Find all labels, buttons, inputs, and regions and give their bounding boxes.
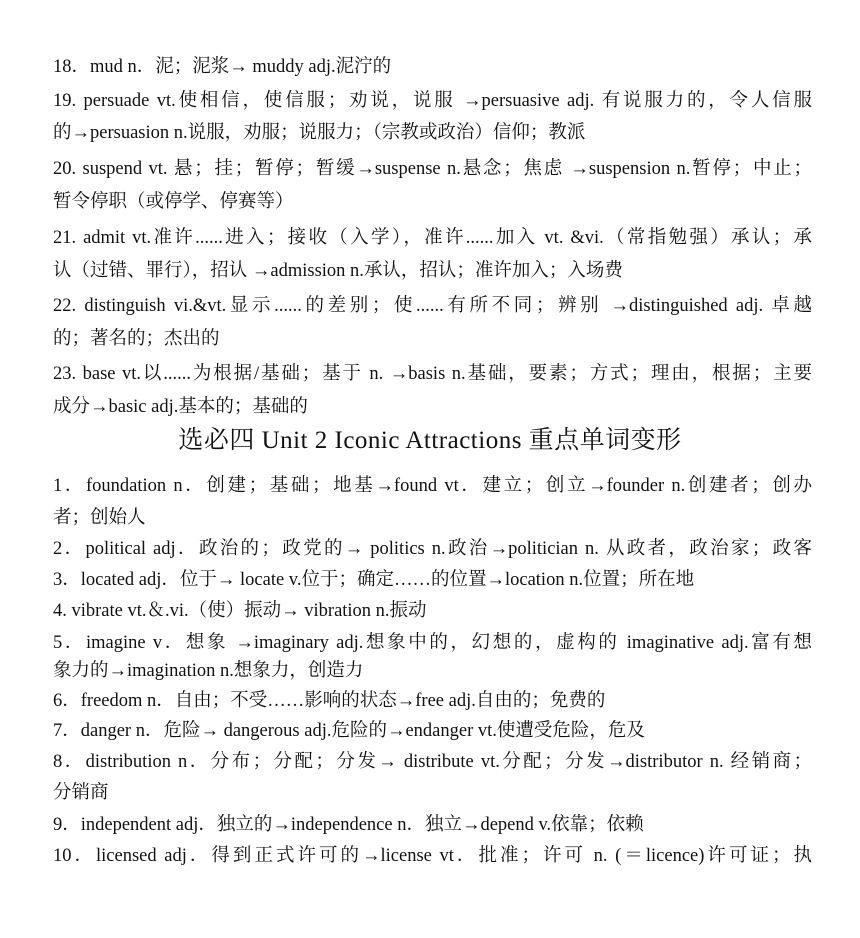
entry-line: 19. persuade vt.使相信，使信服；劝说，说服 →persuasive adj. 有说服力的，令人信服 [53,91,812,111]
entry-line: 5．imagine v．想象 →imaginary adj.想象中的，幻想的，虚构的 imaginative adj.富有想 [53,633,812,653]
entry-line: 暂令停职（或停学、停赛等） [53,192,294,212]
section-heading: 选必四 Unit 2 Iconic Attractions 重点单词变形 [178,427,682,454]
entry-line: 8．distribution n．分布；分配；分发→ distribute vt.分配；分发→distributor n. 经销商； [53,752,812,772]
entry-line: 23. base vt.以......为根据/基础；基于 n. →basis n.基础，要素；方式；理由，根据；主要 [53,364,812,384]
entry-line: 者；创始人 [53,508,146,528]
entry-line: 认（过错、罪行），招认 →admission n.承认，招认；准许加入；入场费 [53,261,623,281]
entry-line: 20. suspend vt. 悬；挂；暂停；暂缓→suspense n.悬念；焦虑 →suspension n.暂停；中止； [53,159,812,179]
entry-line: 象力的→imagination n.想象力，创造力 [53,661,364,681]
entry-line: 成分→basic adj.基本的；基础的 [53,397,308,417]
entry-line: 18．mud n．泥；泥浆→ muddy adj.泥泞的 [53,57,392,77]
entry-line: 3．located adj．位于→ locate v.位于；确定……的位置→location n.位置；所在地 [53,570,695,590]
entry-line: 2．political adj．政治的；政党的→ politics n.政治→politician n. 从政者，政治家；政客 [53,539,812,559]
entry-line: 1．foundation n．创建；基础；地基→found vt．建立；创立→founder n.创建者；创办 [53,476,812,496]
entry-line: 分销商 [53,783,109,803]
entry-line: 的；著名的；杰出的 [53,329,220,349]
entry-line: 7．danger n．危险→ dangerous adj.危险的→endanger vt.使遭受危险，危及 [53,721,645,741]
entry-line: 4. vibrate vt.＆.vi.（使）振动→ vibration n.振动 [53,601,427,621]
entry-line: 的→persuasion n.说服，劝服；说服力；（宗教或政治）信仰；教派 [53,123,586,143]
entry-line: 6．freedom n．自由；不受……影响的状态→free adj.自由的；免费的 [53,691,606,711]
entry-line: 21. admit vt.准许......进入；接收（入学），准许......加入 vt. &vi.（常指勉强）承认；承 [53,228,812,248]
entry-line: 9．independent adj．独立的→independence n．独立→depend v.依靠；依赖 [53,815,644,835]
entry-line: 22. distinguish vi.&vt.显示......的差别；使......有所不同；辨别 →distinguished adj. 卓越 [53,296,812,316]
entry-line: 10．licensed adj．得到正式许可的→license vt．批准；许可 n. (＝licence)许可证；执 [53,846,812,866]
